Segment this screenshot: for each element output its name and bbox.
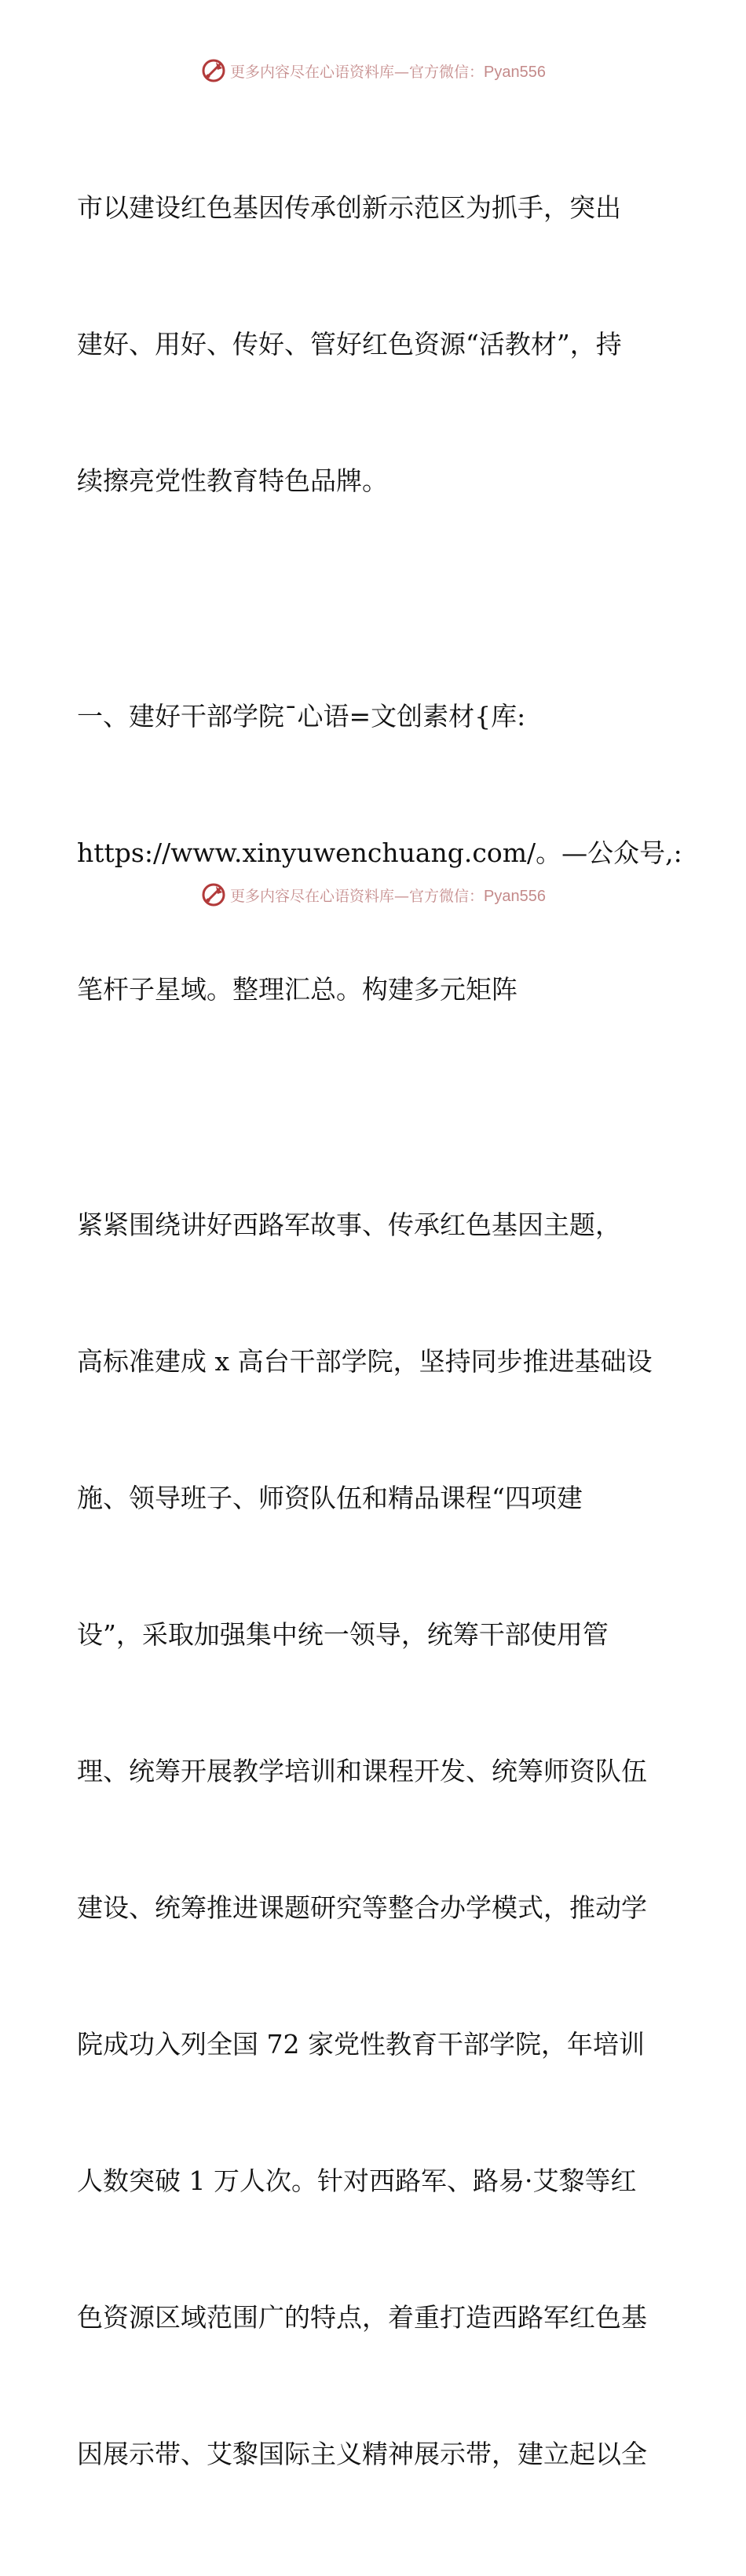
text-line: 笔杆子星域。整理汇总。构建多元矩阵	[77, 974, 517, 1005]
text-line: 续擦亮党性教育特色品牌。	[77, 465, 388, 496]
footer-watermark-banner	[0, 878, 746, 912]
text-line: 市以建设红色基因传承创新示范区为抓手，突出	[77, 192, 621, 223]
text-line: 理、统筹开展教学培训和课程开发、统筹师资队伍	[77, 1756, 647, 1786]
section-heading	[77, 603, 682, 1104]
text-line: 施、领导班子、师资队伍和精品课程“四项建	[77, 1483, 583, 1513]
document-body	[77, 94, 682, 2576]
wechat-id: Pyan556	[484, 63, 546, 81]
text-line: 设”，采取加强集中统一领导，统筹干部使用管	[77, 1619, 609, 1650]
text-line: 建设、统筹推进课题研究等整合办学模式，推动学	[77, 1892, 647, 1923]
text-line: 紧紧围绕讲好西路军故事、传承红色基因主题，	[77, 1210, 621, 1240]
paragraph-intro	[77, 94, 667, 595]
text-line: 色资源区域范围广的特点，着重打造西路军红色基	[77, 2302, 647, 2333]
text-line: 高标准建成 x 高台干部学院，坚持同步推进基础设	[77, 1346, 653, 1377]
text-line: 一、建好干部学院¯心语=文创素材{库:	[77, 701, 526, 732]
header-watermark-banner	[0, 53, 746, 88]
text-line: 建好、用好、传好、管好红色资源“活教材”，持	[77, 329, 622, 359]
text-line: 院成功入列全国 72 家党性教育干部学院，年培训	[77, 2029, 645, 2060]
quill-logo-icon	[200, 57, 227, 84]
text-line: 因展示带、艾黎国际主义精神展示带，建立起以全	[77, 2439, 647, 2469]
text-line: 人数突破 1 万人次。针对西路军、路易·艾黎等红	[77, 2166, 637, 2196]
banner-text: 更多内容尽在心语资料库—官方微信：Pyan556	[230, 63, 546, 81]
wechat-id: Pyan556	[484, 887, 546, 905]
text-line: https://www.xinyuwenchuang.com/。—公众号,:	[77, 837, 682, 868]
quill-logo-icon	[200, 881, 227, 908]
banner-text: 更多内容尽在心语资料库—官方微信：Pyan556	[230, 887, 546, 905]
paragraph-body	[77, 1111, 667, 2568]
